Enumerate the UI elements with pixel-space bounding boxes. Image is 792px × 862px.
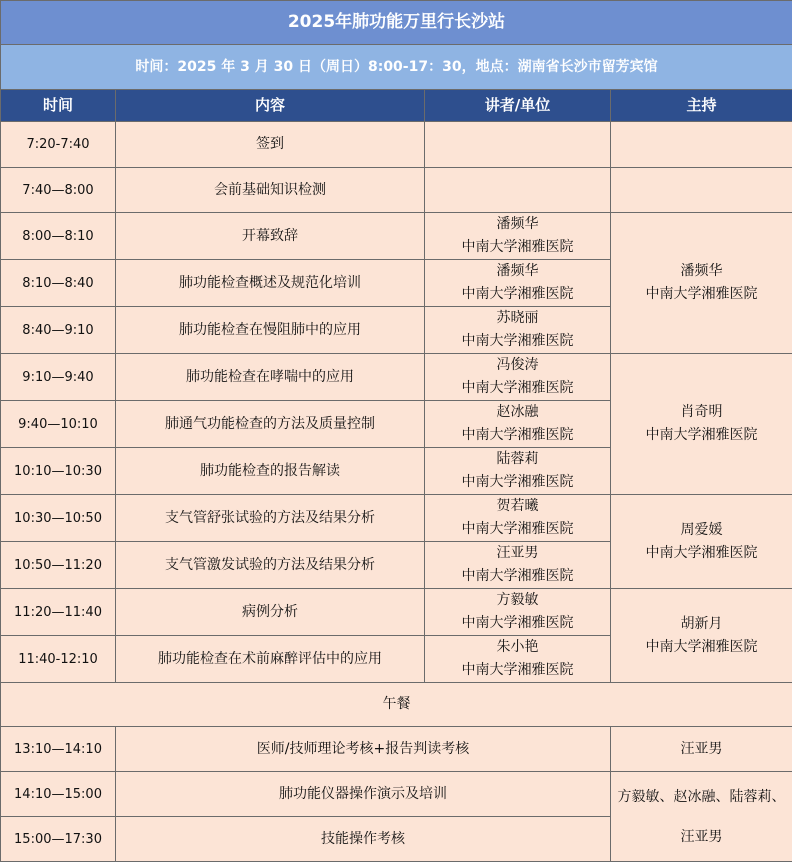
- speaker-name: 朱小艳: [425, 636, 610, 659]
- host-unit: 中南大学湘雅医院: [611, 636, 792, 659]
- speaker-name: 苏晓丽: [425, 307, 610, 330]
- time-cell: 10:50—11:20: [1, 542, 116, 589]
- time-cell: 15:00—17:30: [1, 817, 116, 862]
- content-cell: 病例分析: [116, 589, 425, 636]
- speaker-cell: [425, 448, 611, 495]
- speaker-name: 陆蓉莉: [425, 448, 610, 471]
- speaker-unit: 中南大学湘雅医院: [425, 283, 610, 306]
- table-row: [1, 727, 792, 772]
- table-row: [1, 772, 792, 817]
- speaker-unit: 中南大学湘雅医院: [425, 659, 610, 682]
- speaker-unit: 中南大学湘雅医院: [425, 565, 610, 588]
- header-time: 时间: [1, 90, 116, 122]
- host-name: 胡新月: [611, 613, 792, 636]
- speaker-cell: [425, 542, 611, 589]
- host-unit: 中南大学湘雅医院: [611, 424, 792, 447]
- content-cell: 支气管激发试验的方法及结果分析: [116, 542, 425, 589]
- speaker-unit: 中南大学湘雅医院: [425, 377, 610, 400]
- speaker-name: 汪亚男: [425, 542, 610, 565]
- content-cell: 会前基础知识检测: [116, 168, 425, 213]
- content-cell: 肺功能检查的报告解读: [116, 448, 425, 495]
- content-cell: 肺功能检查在慢阻肺中的应用: [116, 307, 425, 354]
- speaker-cell: [425, 260, 611, 307]
- content-cell: 肺功能检查在哮喘中的应用: [116, 354, 425, 401]
- time-cell: 7:40—8:00: [1, 168, 116, 213]
- speaker-cell: [425, 495, 611, 542]
- event-info: 时间：2025 年 3 月 30 日（周日）8:00-17：30，地点：湖南省长沙市留芳宾馆: [1, 45, 792, 90]
- table-row: [1, 354, 792, 401]
- speaker-cell: [425, 589, 611, 636]
- speaker-cell: [425, 213, 611, 260]
- host-cell: [611, 168, 792, 213]
- lunch-cell: 午餐: [1, 683, 792, 727]
- table-row: [1, 495, 792, 542]
- speaker-name: 赵冰融: [425, 401, 610, 424]
- host-cell: [611, 772, 792, 862]
- speaker-name: 贺若曦: [425, 495, 610, 518]
- content-cell: 开幕致辞: [116, 213, 425, 260]
- time-cell: 14:10—15:00: [1, 772, 116, 817]
- header-row: [1, 90, 792, 122]
- speaker-unit: 中南大学湘雅医院: [425, 612, 610, 635]
- header-content: 内容: [116, 90, 425, 122]
- host-name: 肖奇明: [611, 401, 792, 424]
- speaker-name: 方毅敏: [425, 589, 610, 612]
- host-names-line1: 方毅敏、赵冰融、陆蓉莉、: [611, 777, 792, 817]
- host-cell: [611, 727, 792, 772]
- content-cell: 肺功能检查在术前麻醉评估中的应用: [116, 636, 425, 683]
- host-name: 周爱媛: [611, 519, 792, 542]
- content-cell: 肺功能检查概述及规范化培训: [116, 260, 425, 307]
- page-title: 2025年肺功能万里行长沙站: [1, 1, 792, 45]
- host-name: 潘频华: [611, 260, 792, 283]
- title-row: [1, 1, 792, 45]
- content-cell: 肺功能仪器操作演示及培训: [116, 772, 611, 817]
- time-cell: 8:10—8:40: [1, 260, 116, 307]
- speaker-cell: [425, 401, 611, 448]
- time-cell: 9:40—10:10: [1, 401, 116, 448]
- host-unit: 中南大学湘雅医院: [611, 542, 792, 565]
- host-cell: [611, 495, 792, 589]
- table-row: [1, 122, 792, 168]
- content-cell: 技能操作考核: [116, 817, 611, 862]
- host-cell: [611, 589, 792, 683]
- host-cell: [611, 213, 792, 354]
- time-cell: 9:10—9:40: [1, 354, 116, 401]
- content-cell: 支气管舒张试验的方法及结果分析: [116, 495, 425, 542]
- time-cell: 11:40-12:10: [1, 636, 116, 683]
- time-cell: 11:20—11:40: [1, 589, 116, 636]
- speaker-cell: [425, 354, 611, 401]
- time-cell: 10:10—10:30: [1, 448, 116, 495]
- table-row: [1, 589, 792, 636]
- speaker-name: 冯俊涛: [425, 354, 610, 377]
- host-names-line2: 汪亚男: [611, 817, 792, 857]
- speaker-cell: [425, 307, 611, 354]
- speaker-cell: [425, 122, 611, 168]
- speaker-name: 潘频华: [425, 213, 610, 236]
- host-name: 汪亚男: [611, 738, 792, 761]
- time-cell: 13:10—14:10: [1, 727, 116, 772]
- table-row: [1, 168, 792, 213]
- time-cell: 8:40—9:10: [1, 307, 116, 354]
- content-cell: 肺通气功能检查的方法及质量控制: [116, 401, 425, 448]
- speaker-name: 潘频华: [425, 260, 610, 283]
- time-cell: 10:30—10:50: [1, 495, 116, 542]
- table-row: [1, 213, 792, 260]
- time-cell: 7:20-7:40: [1, 122, 116, 168]
- host-cell: [611, 122, 792, 168]
- lunch-row: [1, 683, 792, 727]
- content-cell: 签到: [116, 122, 425, 168]
- speaker-unit: 中南大学湘雅医院: [425, 330, 610, 353]
- header-speaker: 讲者/单位: [425, 90, 611, 122]
- header-host: 主持: [611, 90, 792, 122]
- host-unit: 中南大学湘雅医院: [611, 283, 792, 306]
- speaker-unit: 中南大学湘雅医院: [425, 424, 610, 447]
- host-cell: [611, 354, 792, 495]
- subtitle-row: [1, 45, 792, 90]
- time-cell: 8:00—8:10: [1, 213, 116, 260]
- content-cell: 医师/技师理论考核+报告判读考核: [116, 727, 611, 772]
- speaker-unit: 中南大学湘雅医院: [425, 518, 610, 541]
- speaker-cell: [425, 636, 611, 683]
- speaker-unit: 中南大学湘雅医院: [425, 236, 610, 259]
- speaker-cell: [425, 168, 611, 213]
- speaker-unit: 中南大学湘雅医院: [425, 471, 610, 494]
